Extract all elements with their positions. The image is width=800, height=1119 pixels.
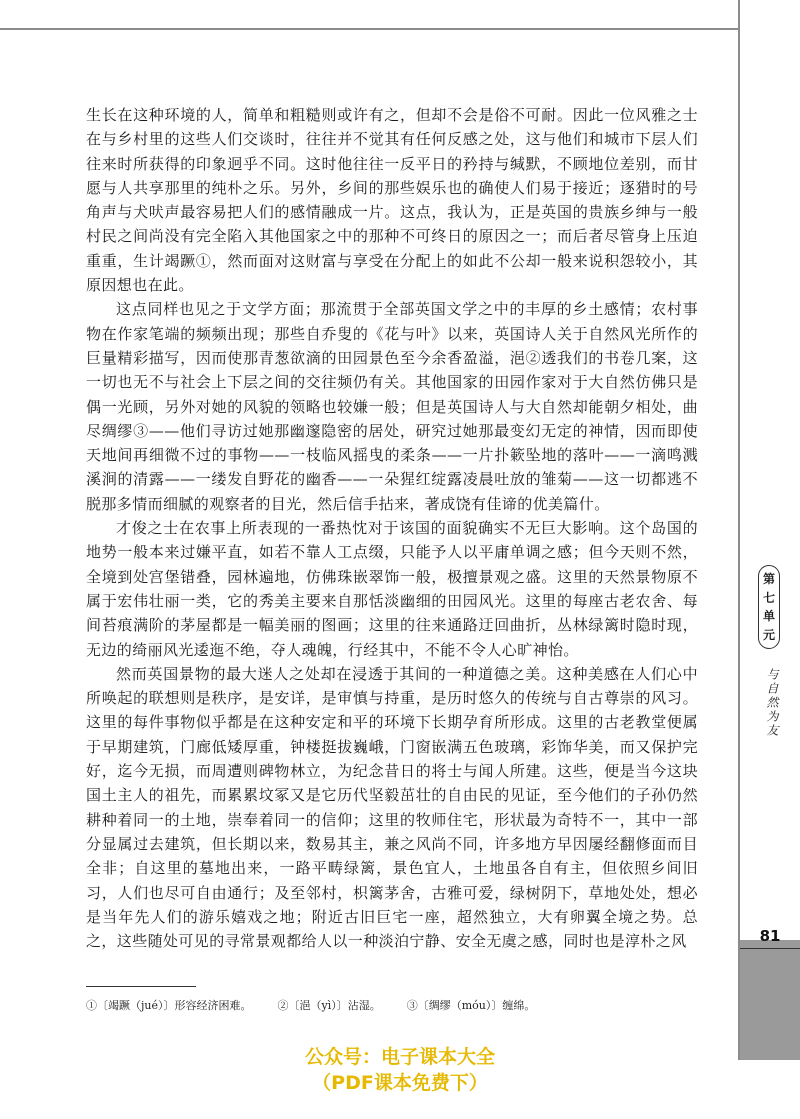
page-number-rule	[740, 948, 800, 949]
unit-label	[758, 565, 780, 649]
watermark	[0, 1044, 800, 1096]
body-text	[86, 103, 698, 953]
unit-char: 第	[762, 572, 775, 587]
footnote: ①〔竭蹶（jué）〕形容经济困难。	[86, 999, 252, 1012]
watermark-line: 公众号：电子课本大全	[304, 1046, 495, 1068]
watermark-line: （PDF课本免费下）	[312, 1072, 488, 1094]
footnote: ③〔绸缪（móu）〕缠绵。	[406, 999, 536, 1012]
unit-char: 元	[762, 627, 775, 642]
page-number: 81	[759, 927, 781, 945]
paragraph: 才俊之士在农事上所表现的一番热忱对于该国的面貌确实不无巨大影响。这个岛国的地势一般本来过嫌平直，如若不靠人工点缀，只能予人以平庸单调之感；但今天则不然，全境到处宫堡错叠，园林遍地，仿佛珠嵌翠饰一般，极擅景观之盛。这里的天然景物原不属于宏伟壮丽一类，它的秀美主要来自那恬淡幽细的田园风光。这里的每座古老农舍、每间苔痕满阶的茅屋都是一幅美丽的图画；这里的往来通路迂回曲折，丛林绿篱时隐时现，无边的绮丽风光逶迤不绝，夺人魂魄，行经其中，不能不令人心旷神怡。	[86, 519, 698, 659]
paragraph: 生长在这种环境的人，简单和粗糙则或许有之，但却不会是俗不可耐。因此一位风雅之士在与乡村里的这些人们交谈时，往往并不觉其有任何反感之处，这与他们和城市下层人们往来时所获得的印象迥乎不同。这时他往往一反平日的矜持与缄默，不顾地位差别，而甘愿与人共享那里的纯朴之乐。另外，乡间的那些娱乐也的确使人们易于接近；逐猎时的号角声与犬吠声最容易把人们的感情融成一片。这点，我认为，正是英国的贵族乡绅与一般村民之间尚没有完全陷入其他国家之中的那种不可终日的原因之一；而后者尽管身上压迫重重，生计竭蹶①，然而面对这财富与享受在分配上的如此不公却一般来说积怨较小，其原因想也在此。	[86, 106, 698, 295]
sidebar-footer-block	[740, 940, 800, 1060]
section-title: 与自然为友	[765, 668, 779, 738]
paragraph: 然而英国景物的最大迷人之处却在浸透于其间的一种道德之美。这种美感在人们心中所唤起的联想则是秩序，是安详，是审慎与持重，是历时悠久的传统与自古尊崇的风习。这里的每件事物似乎都是在这种安定和平的环境下长期孕育所形成。这里的古老教堂便属于早期建筑，门廊低矮厚重，钟楼挺拔巍峨，门窗嵌满五色玻璃，彩饰华美，而又保护完好，迄今无损，而周遭则碑物林立，为纪念昔日的将士与闻人所建。这些，便是当今这块国土主人的祖先，而累累坟冢又是它历代坚毅茁壮的自由民的见证，至今他们的子孙仍然耕种着同一的土地，崇奉着同一的信仰；这里的牧师住宅，形状最为奇特不一，其中一部分显属过去建筑，但长期以来，数易其主，兼之风尚不同，许多地方早因屡经翻修面而目全非；自这里的墓地出来，一路平畴绿篱，景色宜人，土地虽各自有主，但依照乡间旧习，人们也尽可自由通行；及至邻村，枳篱茅舍，古雅可爱，绿树阴下，草地处处，想必是当年先人们的游乐嬉戏之地；附近古旧巨宅一座，超然独立，大有卵翼全境之势。总之，这些随处可见的寻常景观都给人以一种淡泊宁静、安全无虞之感，同时也是淳朴之风	[86, 664, 698, 951]
footnote: ②〔浥（yì）〕沾湿。	[277, 999, 381, 1012]
sidebar-background	[740, 0, 800, 1060]
paragraph: 这点同样也见之于文学方面；那流贯于全部英国文学之中的丰厚的乡土感情；农村事物在作家笔端的频频出现；那些自乔叟的《花与叶》以来，英国诗人关于自然风光所作的巨量精彩描写，因而使那青葱欲滴的田园景色至今余香盈溢，浥②透我们的书卷几案，这一切也无不与社会上下层之间的交往频仍有关。其他国家的田园作家对于大自然仿佛只是偶一光顾，另外对她的风貌的领略也较嫌一般；但是英国诗人与大自然却能朝夕相处，曲尽绸缪③——他们寻访过她那幽邃隐密的居处，研究过她那最变幻无定的神情，因而即使天地间再细微不过的事物——一枝临风摇曳的柔条——一片扑簌坠地的落叶——一滴鸣溅溪涧的清露——一缕发自野花的幽香——一朵猩红绽露凌晨吐放的雏菊——这一切都逃不脱那多情而细腻的观察者的目光，然后信手拈来，著成饶有佳谛的优美篇什。	[86, 300, 698, 513]
unit-char: 单	[762, 609, 775, 624]
footnote-rule	[86, 986, 196, 987]
sidebar-divider	[738, 0, 740, 1060]
top-rule	[0, 28, 800, 30]
footnotes	[86, 998, 698, 1014]
unit-char: 七	[762, 590, 775, 605]
